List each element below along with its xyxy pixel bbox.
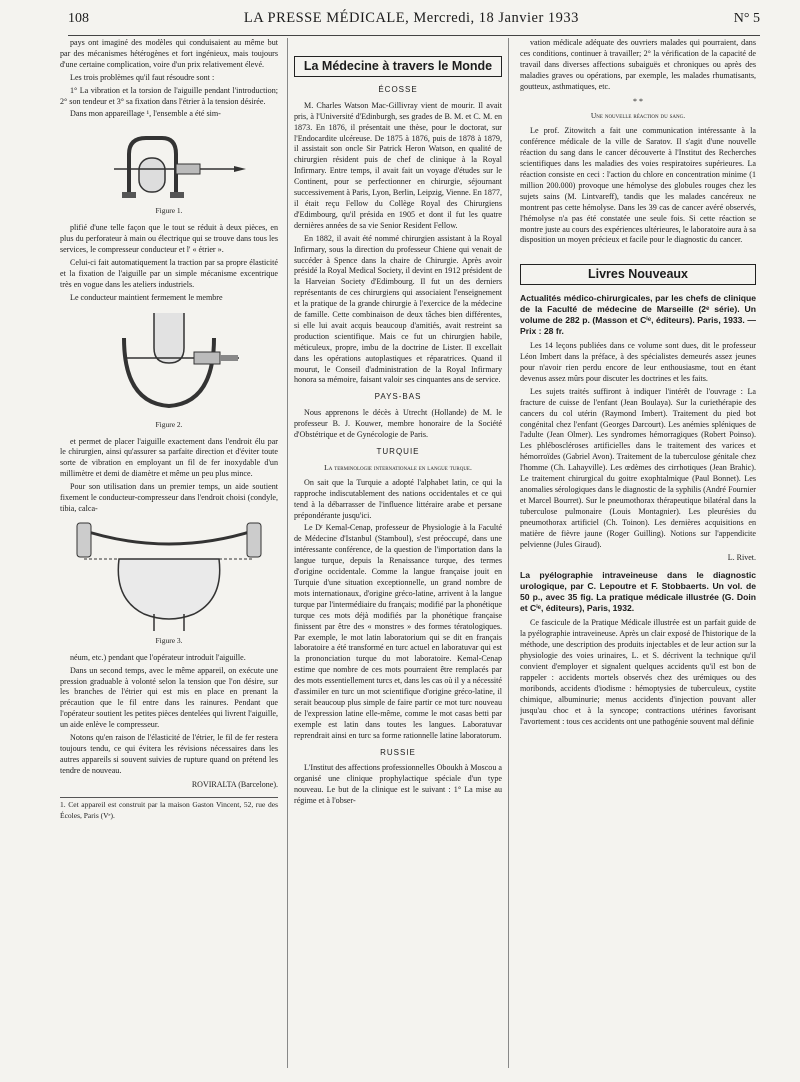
figure-2-illustration [84, 308, 254, 418]
paragraph: Dans mon appareillage ¹, l'ensemble a été sim- [70, 109, 221, 119]
paragraph: Nous apprenons le décès à Utrecht (Hollande) de M. le professeur B. J. Kouwer, membre honoraire de la Société d'Obstétrique et de Gynécologie de Paris. [294, 408, 502, 440]
paragraph: Les sujets traités suffiront à indiquer l'intérêt de l'ouvrage : La fracture de cuisse de l'enfant (Jean Boulaya). Sur la curiethérapie des cancers du col utérin (Raymond Imbert). Traitement du pied bot congénital chez l'enfant (Georges Darcourt). Les anémies spléniques de l'adulte (Jean Olmer). Les syndromes hémorragiques (Robert Poinso). Les phléboscléroses artificielles dans le traitement des varices et hémorroïdes (Gabriel Avon). Traitement de la tuberculose génitale chez l'homme (Ch. Lahayville). Les œdèmes des cirrhotiques (Jean Brahic). Le traitement chirurgical du goitre exophtalmique (Paul Bonnet). Les anomalies sérologiques dans le diagnostic de la syphilis (André Fournier et Marcel Bourret). Sur le pneumothorax thérapeutique bilatéral dans la tuberculose pulmonaire (Louis Montagnier). Les pleurésies du pneumothorax artificiel (Ch. Toinon). Les dernières acquisitions en matière de fièvre jaune (Roger Guilling). Notions sur l'appendicite pelvienne (Jules Giraud). [520, 386, 756, 549]
paragraph: Les trois problèmes qu'il faut résoudre sont : [70, 72, 215, 82]
page-header [68, 10, 760, 36]
heading-turquie: TURQUIE [376, 447, 420, 456]
col3-paragraphs-b [520, 126, 756, 246]
issue-number: N° 5 [733, 11, 760, 26]
book-1-review [520, 341, 756, 550]
footnote: 1. Cet appareil est construit par la maison Gaston Vincent, 52, rue des Écoles, Paris (Vᵉ). [60, 797, 278, 822]
column-middle [287, 38, 509, 1068]
turquie-paragraphs [294, 478, 502, 742]
paragraph: pays ont imaginé des modèles qui conduisaient au même but par des mécanismes hétérogènes et fort ingénieux, mais toujours d'une certaine complication, voire d'un prix relativement élevé. [60, 38, 278, 69]
paragraph: Notons qu'en raison de l'élasticité de l'étrier, le fil de fer restera toujours tendu, ce qui évitera les révisions nécessaires dans les autres appareils si souvent suivies de rupture quand on prétend les tendre de nouveau. [60, 733, 278, 775]
paragraph: Le prof. Zitowitch a fait une communication intéressante à la conférence médicale de la ville de Saratov. Il s'agit d'une nouvelle réaction du sang dans le cancer découverte à l'Institut des Recherches scientifiques dans les maladies des voies respiratoires supérieures. La réaction consiste en ceci : l'action du chlore en concentration minime (1 million 200.000) provoque une hémolyse des globules rouges chez les sujets sains (M. Lintvareff), tandis que les malades cancéreux ne montrent pas cette hémolyse. Dans les 39 cas de cancer avéré observés, l'hémolyse n'a pas été constatée une seule fois. Si cette réaction se montre juste au cours des expériences ultérieures, le laboratoire aura à sa disposition un moyen précieux et facile pour le diagnostic du cancer. [520, 126, 756, 245]
ecosse-paragraphs [294, 101, 502, 387]
book-2-review [520, 618, 756, 727]
book-1-signature: L. Rivet. [727, 553, 756, 563]
section-banner-livres-nouveaux: Livres Nouveaux [520, 264, 756, 285]
journal-title: LA PRESSE MÉDICALE, Mercredi, 18 Janvier 1933 [243, 10, 579, 26]
heading-ecosse: ÉCOSSE [378, 84, 418, 94]
paragraph: et permet de placer l'aiguille exactement dans l'endroit élu par le chirurgien, ainsi qu'assurer sa parfaite direction et d'éviter toute sorte de vibration en employant un fil de fer inoxydable d'un millimètre et demi de diamètre et même un peu plus mince. [60, 436, 278, 479]
paragraph: L'Institut des affections professionnelles Oboukh à Moscou a organisé une clinique prophylactique spéciale d'un type nouveau. Le but de la clinique est le suivant : 1° La mise au régime et à l'obser- [294, 763, 502, 806]
paragraph: plifié d'une telle façon que le tout se réduit à deux pièces, en plus du perforateur à main ou électrique qui se trouve dans tous les services, le compresseur conducteur et l' « étrier ». [60, 223, 278, 255]
paragraph: On sait que la Turquie a adopté l'alphabet latin, ce qui la rapproche indiscutablement des nations occidentales et ce qui tend à la débarrasser de l'influence littéraire arabe et persane prépondérante jusqu'ici. [294, 477, 502, 520]
section-banner-medecine-monde: La Médecine à travers le Monde [294, 56, 502, 77]
turquie-subheading: La terminologie internationale en langue turque. [324, 462, 472, 472]
paragraph: En 1882, il avait été nommé chirurgien assistant à la Royal Infirmary, sous la direction du professeur Chiene qui venait de succéder à Spence dans la chaire de Chirurgie. Après avoir présidé la Royal Medical Society, il devint en 1912 président de la Harveian Society d'Edimbourg. Il fut un des derniers représentants de ces chirurgiens qui associaient l'enseignement et la pratique de la grande chirurgie à l'exercice de la médecine de famille. Cette combinaison de deux tâches bien différentes, si elle lui avait acquis beaucoup d'amitiés, avait restreint sa production scientifique. Mais ce fut un chirurgien habile, méticuleux, propre, imbu de la doctrine de Lister. Il excellait dans les opérations autoplastiques et réparatrices. Quand il mourut, le Conseil d'administration de la Royal Infirmary honora sa mémoire, faisant valoir ses cinquantes ans de service. [294, 233, 502, 385]
book-2-title: La pyélographie intraveineuse dans le diagnostic urologique, par C. Lepoutre et F. Stobbaerts. Un vol. de 50 p., avec 35 fig. La pratique médicale illustrée (G. Doin et Cⁱᵉ, éditeurs), Paris, 1932. [520, 570, 756, 614]
page-number: 108 [68, 11, 89, 26]
col1-paragraphs-c [60, 437, 278, 515]
pays-bas-paragraphs [294, 408, 502, 441]
reaction-sang-subheading: Une nouvelle réaction du sang. [590, 111, 686, 121]
figure-3-caption: Figure 3. [155, 635, 183, 645]
figure-1-illustration [84, 124, 254, 204]
article-signature: ROVIRALTA (Barcelone). [191, 779, 278, 789]
paragraph: néum, etc.) pendant que l'opérateur introduit l'aiguille. [70, 652, 246, 662]
paragraph: 1° La vibration et la torsion de l'aiguille pendant l'introduction; 2° son tendeur et 3° sa fixation dans l'étrier à la tension désirée. [60, 85, 278, 106]
col1-paragraphs-d [60, 653, 278, 777]
column-right [520, 38, 756, 1068]
paragraph: M. Charles Watson Mac-Gillivray vient de mourir. Il avait pris, à l'Université d'Edinburgh, ses grades de B. M. et C. M. en 1873. En 1876, il présentait une thèse, pour le doctorat, sur l'Endocardite ulcéreuse. De 1875 à 1876, puis de 1878 à 1879, il assistait son oncle Sir Patrick Heron Watson, en qualité de chirurgien résident puis de chef de clinique à la Royal Infirmary. Entre temps, il avait fait un voyage d'études sur le Continent, pour se perfectionner en chirurgie, séjournant successivement à Paris, Lyon, Berlin, Leipzig, Vienne. En 1877, il était reçu Fellow du Collège Royal des Chirurgiens d'Edimbourg, qu'il présida en 1905 et dont il fut les quatre dernières années de sa vie Senior Resident Fellow. [294, 100, 502, 230]
paragraph: Dans un second temps, avec le même appareil, on exécute une pression graduable à volonté selon la tension que l'on désire, sur les branches de l'étrier qui est mis en place en prenant la précaution que le fil entre dans les rainures. Pendant que l'opérateur soutient les petites pièces dentelées qui livrent l'aiguille, un aide enlève le compresseur. [60, 665, 278, 730]
paragraph: Les 14 leçons publiées dans ce volume sont dues, dit le professeur Léon Imbert dans la préface, à des spécialistes demeurés assez jeunes pour n'avoir rien perdu encore de leur enthousiasme, tout en étant devenus assez mûrs pour discuter les doctrines et les faits. [520, 341, 756, 383]
book-1-title: Actualités médico-chirurgicales, par les chefs de clinique de la Faculté de médecine de Marseille (2ᵉ série). Un volume de 282 p. (Masson et Cⁱᵉ, éditeurs). Paris, 1933. — Prix : 28 fr. [520, 293, 756, 337]
separator-stars: * * [633, 96, 643, 106]
heading-russie: RUSSIE [380, 747, 416, 757]
paragraph: vation médicale adéquate des ouvriers malades qui pourraient, dans ces conditions, continuer à travailler; 2° la vérification de la capacité de travail dans diverses affections subaiguës et chroniques ou après des maladies graves ou opérations, par exemple, les malades rhumatisants, goutteux, asthmatiques, etc. [520, 38, 756, 91]
col3-paragraphs-a [520, 38, 756, 93]
paragraph: Le Dʳ Kemal-Cenap, professeur de Physiologie à la Faculté de Médecine d'Istanbul (Stamboul), s'est préoccupé, dans une intéressante conférence, de la question de l'importation dans la langue turque, depuis la Renaissance turque, des termes d'origine occidentale. Comme la langue française jouit en Turquie d'une situation exceptionnelle, un grand nombre de mots internationaux, d'origine gréco-latine, arrivent à la langue turque par l'intermédiaire du français; modifié par la phonétique turque ces mots déjà modifiés par la phonétique française finissent par être des « monstres » des formes tératologiques. Par exemple, le mot latin laboratorium qui se dit en français laboratoire a été transformé en turc actuel en laboratuvar qui est la prononciation turque du mot laboratoire. Kemal-Cenap estime que nombre de ces mots pourraient être remplacés par des mots essentiellement turcs et, dans les cas où il y a nécessité d'assimiler en turc un mot scientifique d'origine gréco-latine, il serait beaucoup plus simple de faire partir ce mot turc nouveau de l'expression latine elle-même, comme le mot casas betti par exemple est latin dans toutes les langues. Laboratuvar reprendrait ainsi en turc sa forme rationnelle latine laboratorum. [294, 523, 502, 740]
figure-2-caption: Figure 2. [155, 419, 183, 429]
paragraph: Celui-ci fait automatiquement la traction par sa propre élasticité et la fixation de l'aiguille par un simple mécanisme excentrique très en vogue dans les ateliers industriels. [60, 257, 278, 289]
paragraph: Le conducteur maintient fermement le membre [70, 292, 223, 302]
russie-paragraphs [294, 763, 502, 807]
figure-1-caption: Figure 1. [155, 206, 183, 216]
column-left [60, 38, 278, 1068]
heading-pays-bas: PAYS-BAS [374, 392, 422, 402]
col1-paragraphs-b [60, 223, 278, 303]
paragraph: Ce fascicule de la Pratique Médicale illustrée est un parfait guide de la pyélographie intraveineuse. Après un clair exposé de l'historique de la méthode, une description des produits injectables et de leur action sur la physiologie des voies urinaires, L. et S. décrivent la technique qu'il convient d'employer et signalent quelques accidents qu'il est bon de rappeler : accidents mortels observés chez des urémiques ou des moribonds, accidents d'iodisme : hémoptysies de tuberculeux, cystite chimique, albuminurie; menus accidents d'injection pouvant aller jusqu'au choc et à la syncope; contractions utérines favorisant l'avortement : tous ces accidents ont une pathogénie souvent mal définie [520, 618, 756, 726]
paragraph: Pour son utilisation dans un premier temps, un aide soutient fixement le conducteur-compresseur dans l'endroit choisi (condyle, tibia, calca- [60, 482, 278, 513]
figure-3-illustration [69, 519, 269, 634]
col1-paragraphs-a [60, 38, 278, 120]
